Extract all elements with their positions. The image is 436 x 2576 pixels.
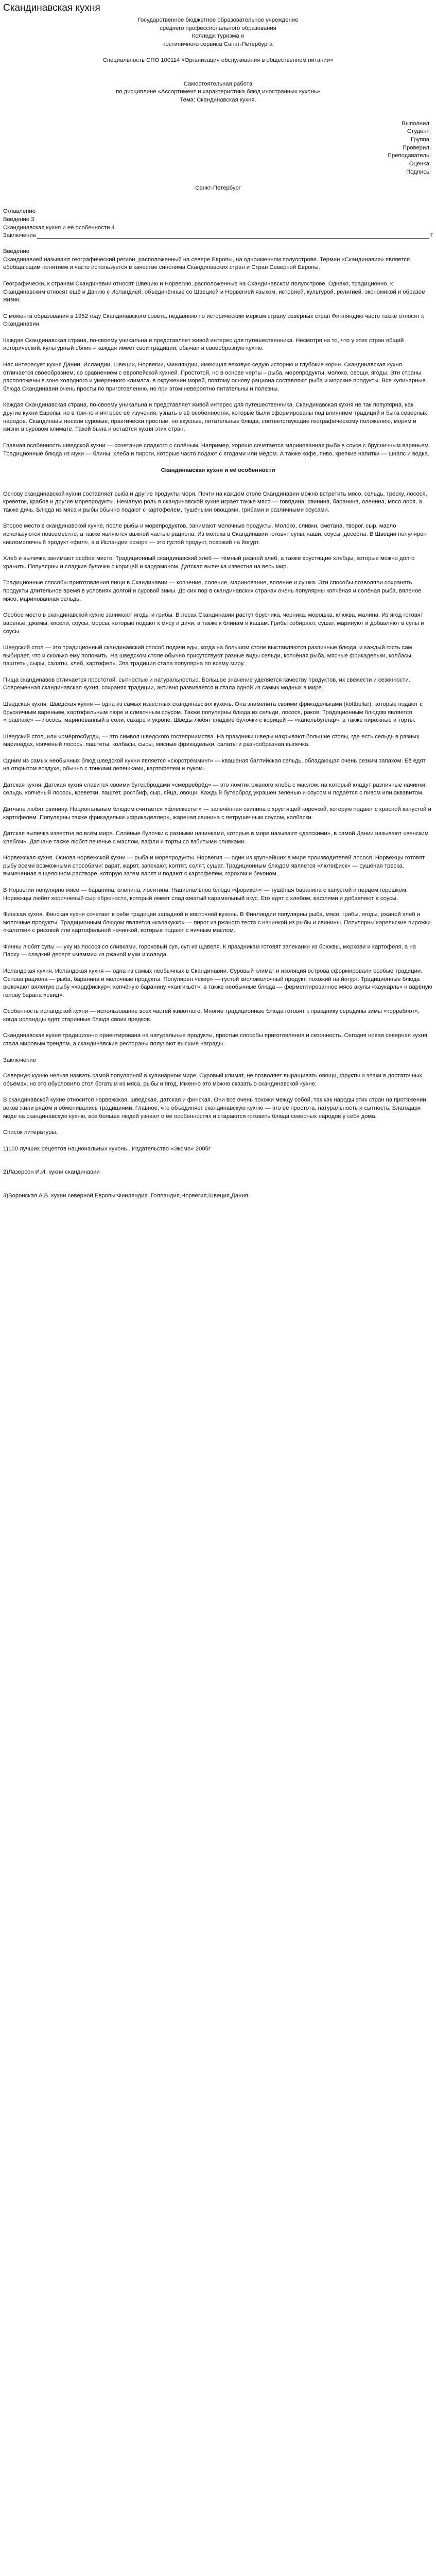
intro-heading: Введение bbox=[3, 248, 30, 255]
intro-paragraph: С момента образования в 1952 году Скандинавского совета, недавнюю по историческим меркам страну северных стран Финляндию часто также относят к Скандинавии. bbox=[3, 313, 424, 328]
college-name: Колледж туризма и bbox=[191, 33, 245, 40]
intro-paragraph: Главная особенность шведской кухни — сочетание сладкого с солёным. Например, хорошо сочетается маринованная рыба в соусе с брусничным вареньем. Традиционные блюда из муки — блины, хлеба и пироги, которые часто подают с ягодами или мёдом. А также кофе, пиво, крепкие напитки — шнапс и водка. bbox=[3, 442, 430, 457]
toc-leader-line bbox=[37, 238, 429, 239]
main-paragraph: Особое место в скандинавской кухне занимают ягоды и грибы. В лесах Скандинавии растут брусника, черника, морошка, клюква, малина. Из ягод готовят варенье, джемы, кисели, соусы, морсы, которые подают к мясу и дичи, а также к блинам и кашам. Грибы собирают, сушат, маринуют и добавляют в супы и соусы. bbox=[3, 612, 424, 635]
intro-paragraph: Каждая Скандинавская страна, по-своему уникальна и представляет живой интерес для путешественника. Скандинавская кухня не так популярна, как другие кухни Европы, но в том-то и интерес её изучения, узнать о её особенностях, которые были сформированы под влиянием традиций и быта северных народов. Скандинавы носили суровые, практически простые, но вкусные, питательные блюда, соответствующие географическому положению, морям и жизни в суровом климате. Такой была и остаётся кухня этих стран. bbox=[3, 402, 427, 433]
group-label: Группа: bbox=[411, 137, 431, 143]
main-paragraph: Одним из самых необычных блюд шведской кухни является «сюрстрёмминг» — квашеная балтийская сельдь, обладающая очень резким запахом. Её едят на открытом воздухе, обычно с тонкими лепёшками, картофелем и луком. bbox=[3, 757, 426, 772]
main-paragraph: В Норвегии популярно мясо — баранина, оленина, лосятина. Национальное блюдо «форикол» — тушёная баранина с капустой и перцем горошком. Норвежцы любят коричневый сыр «брюност», который имеет сладковатый карамельный вкус. Его едят с хлебом, вафлями и добавляют в соусы. bbox=[3, 887, 408, 902]
main-paragraph: Хлеб и выпечка занимают особое место. Традиционный скандинавский хлеб — тёмный ржаной хлеб, а также хрустящие хлебцы, которые можно долго хранить. Популярны и сладкие булочки с корицей и кардамоном. Датская выпечка известна на весь мир. bbox=[3, 555, 415, 570]
main-paragraph: Особенность исландской кухни — использование всех частей животного. Многие традиционные блюда готовят к празднику середины зимы «торраблот», когда исландцы едят старинные блюда своих предков. bbox=[3, 1008, 420, 1023]
toc-item-conclusion[interactable] bbox=[3, 232, 433, 240]
intro-section bbox=[3, 248, 433, 458]
main-paragraph: Исландская кухня. Исландская кухня — одна из самых необычных в Скандинавии. Суровый климат и изоляция острова сформировали особые традиции. Основа рациона — рыба, баранина и молочные продукты. Популярен «скир» — густой кисломолочный продукт, похожий на йогурт. Традиционные блюда включают вяленую рыбу «хардфискур», копчёную баранину «хангикьёт», а также необычные блюда — ферментированное мясо акулы «хаукарль» и варёную голову барана «свид». bbox=[3, 968, 432, 998]
signature-block bbox=[3, 120, 433, 177]
main-paragraph: Шведский стол, или «смёргосбурд», — это символ шведского гостеприимства. На праздники шведы накрывают большие столы, где есть сельдь в разных маринадах, копчёный лосось, паштеты, колбасы, сыры, мясные фрикадельки, салаты и разнообразная выпечка. bbox=[3, 733, 420, 748]
main-paragraph: Шведский стол — это традиционный скандинавский способ подачи еды, когда на большом столе выставляются различные блюда, и каждый гость сам выбирает, что и сколько ему положить. На шведском столе обычно присутствуют разные виды сельди, копчёная рыба, мясные фрикадельки, колбасы, паштеты, сыры, салаты, хлеб, картофель. Эта традиция стала популярна по всему миру. bbox=[3, 644, 413, 667]
institution-type: Государственное бюджетное образовательное учреждение bbox=[137, 17, 299, 23]
main-paragraph: Шведская кухня. Шведская кухня — одна из самых известных скандинавских кухонь. Она знаменита своими фрикадельками (köttbullar), которые подают с брусничным вареньем, картофельным пюре и сливочным соусом. Также популярны блюда из сельди, лосося, раков. Традиционным блюдом является «гравлакс» — лосось, маринованный в соли, сахаре и укропе. Шведы любят сладкие булочки с корицей — «канельбуллар», а также пирожные и торты. bbox=[3, 701, 423, 724]
toc-item-intro[interactable]: Введение 3 bbox=[3, 216, 34, 223]
document-title: Скандинавская кухня bbox=[3, 3, 100, 13]
specialty: Специальность СПО 100114 «Организация обслуживания в общественном питании» bbox=[102, 57, 334, 63]
main-paragraph: Финская кухня. Финская кухня сочетает в себе традиции западной и восточной кухонь. В Финляндии популярны рыба, мясо, грибы, ягоды, ржаной хлеб и молочные продукты. Традиционным блюдом является «калакукко» — пирог из ржаного теста с начинкой из рыбы и свинины. Популярны карельские пирожки «калитки» с рисовой или картофельной начинкой, которые подают с яичным маслом. bbox=[3, 911, 431, 934]
main-paragraph: Датская кухня. Датская кухня славится своими бутербродами «смёрребрёд» — это ломтик ржаного хлеба с маслом, на который кладут различные начинки: сельдь, копчёный лосось, креветки, паштет, ростбиф, сыр, яйца, овощи. Каждый бутерброд украшен зеленью и соусом и подаётся с пивом или аквавитом. bbox=[3, 782, 427, 796]
performer-label: Выполнил: bbox=[402, 120, 431, 127]
conclusion-heading: Заключение bbox=[3, 1057, 36, 1063]
conclusion-section bbox=[3, 1057, 433, 1137]
conclusion-paragraph: В скандинавской кухне относится норвежская, шведская, датская и финская. Они все очень похожи между собой, так как народы этих стран на протяжении веков жили рядом и обменивались традициями. Главное, что объединяет скандинавскую кухню — это её простота, натуральность и сытность. Благодаря моде на скандинавскую кухню, все больше людей узнают о её особенностях и стараются готовить блюда северных народов у себя дома. bbox=[3, 1097, 426, 1120]
toc-item-main[interactable]: Скандинавская кухня и её особенности 4 bbox=[3, 224, 115, 231]
grade-label: Оценка: bbox=[409, 161, 431, 167]
main-paragraph: Традиционные способы приготовления пищи в Скандинавии — копчение, соление, маринование, вяление и сушка. Эти способы позволяли сохранять продукты длительное время в условиях долгой и суровой зимы. До сих пор в скандинавских странах очень популярны копчёная и солёная рыба, вяленое мясо, маринованная сельдь. bbox=[3, 580, 422, 602]
intro-paragraph: Географически, к странам Скандинавии относят Швецию и Норвегию, расположенные на Скандинавском полуострове. Однако, традиционно, к Скандинавским относят ещё и Данию с Исландией, объединённые со Швецией и Норвегией языком, историей, культурой, религией, экономикой и образом жизни. bbox=[3, 280, 426, 303]
title-page bbox=[3, 16, 433, 192]
topic: Тема: Скандинавская кухня. bbox=[180, 96, 256, 103]
references-heading: Список литературы. bbox=[3, 1129, 58, 1136]
main-paragraph: Датчане любят свинину. Национальным блюдом считается «флескестег» — запечённая свинина с хрустящей корочкой, которую подают с красной капустой и картофелем. Популярны также фрикадельки «фрикаделлер», жареная свинина с петрушечным соусом, колбаски. bbox=[3, 806, 431, 821]
main-paragraph: Финны любят супы — уху из лосося со сливками, гороховый суп, суп из щавеля. К праздникам готовят запеканки из брюквы, моркови и картофеля, а на Пасху — сладкий десерт «мямми» из ржаной муки и солода. bbox=[3, 943, 416, 958]
reference-item: 2)Лазерсон И.И. кухни скандинавии bbox=[3, 1169, 100, 1176]
city: Санкт-Петербург bbox=[195, 184, 241, 191]
references-list bbox=[3, 1145, 433, 1200]
main-paragraph: Основу скандинавской кухни составляет рыба и другие продукты моря. Почти на каждом столе Скандинавии можно встретить мясо, сельдь, треску, лосося, креветок, крабов и другие морепродукты. Немалую роль в скандинавской кухне играет также мясо — говядина, свинина, баранина, оленина, мясо лося, а также дичь. Блюда из мяса и рыбы обычно подают с картофелем, тушёными овощами, грибами и различными соусами. bbox=[3, 490, 427, 514]
main-paragraph: Второе место в скандинавской кухне, после рыбы и морепродуктов, занимают молочные продукты. Молоко, сливки, сметана, творог, сыр, масло используются повсеместно, а также являются важной частью рациона. Из молока в Скандинавии готовят супы, каши, соусы, десерты. В Швеции популярен кисломолочный продукт «фил», а в Исландии «скир» — это густой продукт, похожий на йогурт. bbox=[3, 523, 427, 546]
institution-level: среднего профессионального образования bbox=[160, 25, 276, 31]
main-paragraph: Скандинавская кухня традиционно ориентирована на натуральные продукты, простые способы приготовления и сезонность. Сегодня новая северная кухня стала мировым трендом, а скандинавские рестораны получают высшие награды. bbox=[3, 1032, 427, 1047]
discipline: по дисциплине «Ассортимент и характеристика блюд иностранных кухонь» bbox=[116, 89, 320, 95]
toc-heading: Оглавление bbox=[3, 208, 36, 215]
intro-paragraph: Нас интересует кухня Дании, Исландии, Швеции, Норвегии, Финляндии, имеющая вековую седую историю и глубокие корни. Скандинавская кухня отличается своеобразием, со сравнением с европейской кухней. Простотой, но в основе черты – рыба, морепродукты, молоко, овощи, ягоды. Эти страны расположены в зоне холодного и умеренного климата, в окружении морей, поэтому основу рациона составляют рыба и морские продукты. Все кулинарные блюда Скандинавии очень просты по приготовлению, но при этом невероятно питательны и полезны. bbox=[3, 361, 426, 392]
signature-label: Подпись: bbox=[406, 168, 431, 175]
toc-item-conclusion-label: Заключение bbox=[3, 232, 36, 239]
teacher-label: Преподаватель: bbox=[387, 152, 431, 159]
main-paragraph: Датская выпечка известна во всём мире. Слоёные булочки с разными начинками, которые в мире называют «датскими», в самой Дании называют «венским хлебом». Датчане также любят печенье с маслом, вафли и торты со взбитыми сливками. bbox=[3, 830, 429, 845]
intro-paragraph: Каждая Скандинавская страна, по-своему уникальна и представляет живой интерес для путешественника. Несмотря на то, что у этих стран общий исторический, культурный облик – каждая имеет свои традиции, обычаи и своеобразную кухню. bbox=[3, 337, 404, 352]
work-type: Самостоятельная работа bbox=[183, 80, 253, 87]
student-label: Студент: bbox=[407, 128, 431, 135]
main-heading: Скандинавская кухня и её особенности bbox=[161, 467, 275, 473]
reference-item: 3)Воронская А.В. кухни северной Европы:Финляндия ,Голландия,Норвегия,Швеция,Дания. bbox=[3, 1192, 250, 1199]
main-section bbox=[3, 466, 433, 1048]
document-page bbox=[0, 0, 436, 1200]
intro-paragraph: Скандинавией называют географический регион, расположенный на севере Европы, на одноименном полуострове. Термин «Скандинавия» является обобщающим понятием и часто используется в качестве синонима Скандинавских стран и Стран Северной Европы. bbox=[3, 256, 410, 271]
conclusion-paragraph: Северную кухню нельзя назвать самой популярной в кулинарном мире. Суровый климат, не позволяет выращивать овощи, фрукты и злаки в достаточных объёмах, но это обусловило стол богатым из мяса, рыбы и ягод. Именно это можно сказать о скандинавской кухне. bbox=[3, 1073, 422, 1087]
main-paragraph: Пища скандинавов отличается простотой, сытностью и натуральностью. Большое значение уделяется качеству продуктов, их свежести и сезонности. Современная скандинавская кухня, сохраняя традиции, активно развивается и стала одной из самых модных в мире. bbox=[3, 676, 410, 691]
table-of-contents bbox=[3, 208, 433, 240]
reference-item: 1)100 лучших рецептов национальных кухонь . Издательство «Эксмо» 2005г bbox=[3, 1145, 211, 1152]
toc-item-conclusion-page: 7 bbox=[429, 232, 433, 239]
main-paragraph: Норвежская кухня. Основа норвежской кухни — рыба и морепродукты. Норвегия — один из крупнейших в мире производителей лосося. Норвежцы готовят рыбу всеми возможными способами: варят, жарят, запекают, коптят, солят, сушат. Традиционным блюдом является «лютефиск» — сушёная треска, вымоченная в щелочном растворе, которую затем варят и подают с картофелем, горохом и беконом. bbox=[3, 855, 425, 877]
checked-label: Проверил: bbox=[402, 144, 431, 151]
college-name-2: гостиничного сервиса Санкт-Петербурга bbox=[163, 41, 273, 48]
